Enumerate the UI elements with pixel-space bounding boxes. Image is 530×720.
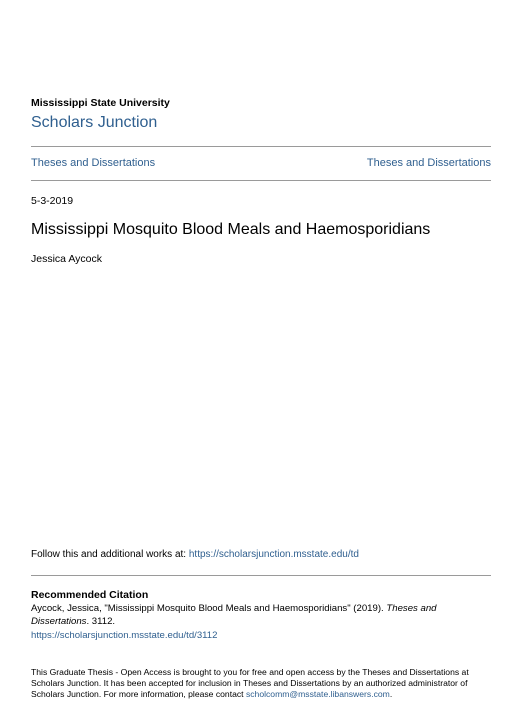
citation-part-1: Aycock, Jessica, "Mississippi Mosquito Blood Meals and Haemosporidians" (2019). (31, 603, 387, 614)
access-notice (31, 667, 491, 701)
repository-name[interactable]: Scholars Junction (31, 114, 158, 131)
collection-link-right[interactable]: Theses and Dissertations (366, 157, 491, 169)
divider-bottom (31, 575, 491, 576)
notice-line-3 (31, 689, 491, 700)
follow-link[interactable]: https://scholarsjunction.msstate.edu/td (188, 549, 359, 560)
citation-line-2 (31, 616, 491, 629)
notice-line-3-text: Scholars Junction. For more information, please contact (31, 689, 246, 700)
recommended-citation-heading: Recommended Citation (31, 589, 149, 601)
notice-line-2: Scholars Junction. It has been accepted for inclusion in Theses and Dissertations by an authorized administrator of (31, 678, 468, 689)
publication-date: 5-3-2019 (31, 195, 74, 207)
citation-line-1 (31, 603, 491, 616)
follow-line (31, 549, 359, 560)
citation-text (31, 603, 491, 628)
divider-top (31, 146, 491, 147)
contact-email-link[interactable]: scholcomm@msstate.libanswers.com (245, 689, 390, 700)
citation-series-a: Theses and (386, 603, 437, 614)
notice-end: . (389, 689, 393, 700)
cover-page (31, 0, 491, 720)
author-name: Jessica Aycock (31, 253, 103, 265)
institution-name: Mississippi State University (31, 97, 170, 109)
follow-text: Follow this and additional works at: (31, 549, 189, 560)
collection-link-left[interactable]: Theses and Dissertations (31, 157, 156, 169)
document-title: Mississippi Mosquito Blood Meals and Haemosporidians (31, 221, 431, 238)
divider-middle (31, 180, 491, 181)
notice-line-1: This Graduate Thesis - Open Access is brought to you for free and open access by the Theses and Dissertations at (31, 667, 469, 677)
citation-part-2: . 3112. (86, 615, 116, 627)
citation-series-b: Dissertations (31, 615, 87, 627)
citation-url-link[interactable]: https://scholarsjunction.msstate.edu/td/3112 (31, 630, 218, 641)
